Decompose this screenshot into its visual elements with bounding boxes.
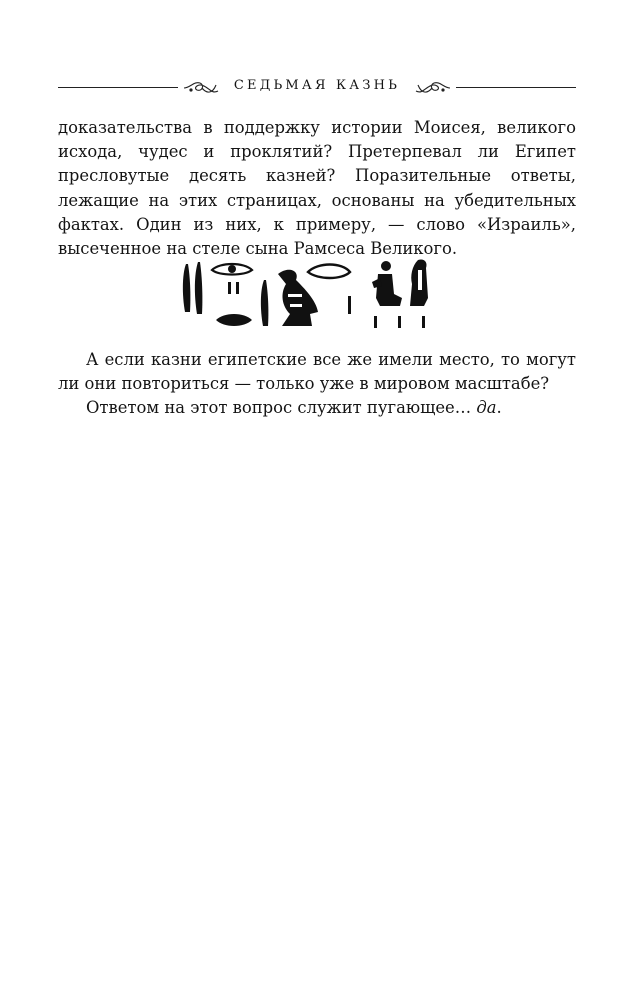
running-header [58, 72, 576, 102]
flourish-ornament-icon [182, 77, 222, 99]
header-rule-left [58, 87, 178, 88]
paragraph: А если казни египетские все же имели место, то могут ли они повториться — только уже в мировом масштабе? [58, 350, 576, 394]
paragraph-final [58, 396, 576, 420]
running-header-title: СЕДЬМАЯ КАЗНЬ [233, 78, 401, 93]
body-text-block-2 [58, 348, 576, 421]
emphasis-word: да [476, 398, 497, 418]
paragraph-text: Ответом на этот вопрос служит пугающее… [86, 398, 477, 418]
israel-hieroglyph-inscription [178, 254, 442, 338]
header-rule-right [456, 87, 576, 88]
paragraph-punctuation: . [496, 398, 502, 418]
body-text-block-1 [58, 116, 576, 261]
paragraph: доказательства в поддержку истории Моисея, великого исхода, чудес и проклятий? Претерпевал ли Египет пресловутые десять казней? Поразительные ответы, лежащие на этих страницах, основаны на убедительных фактах. Один из них, к примеру, — слово «Израиль», высеченное на стеле сына Рамсеса Великого. [58, 118, 576, 259]
flourish-ornament-icon [412, 77, 452, 99]
